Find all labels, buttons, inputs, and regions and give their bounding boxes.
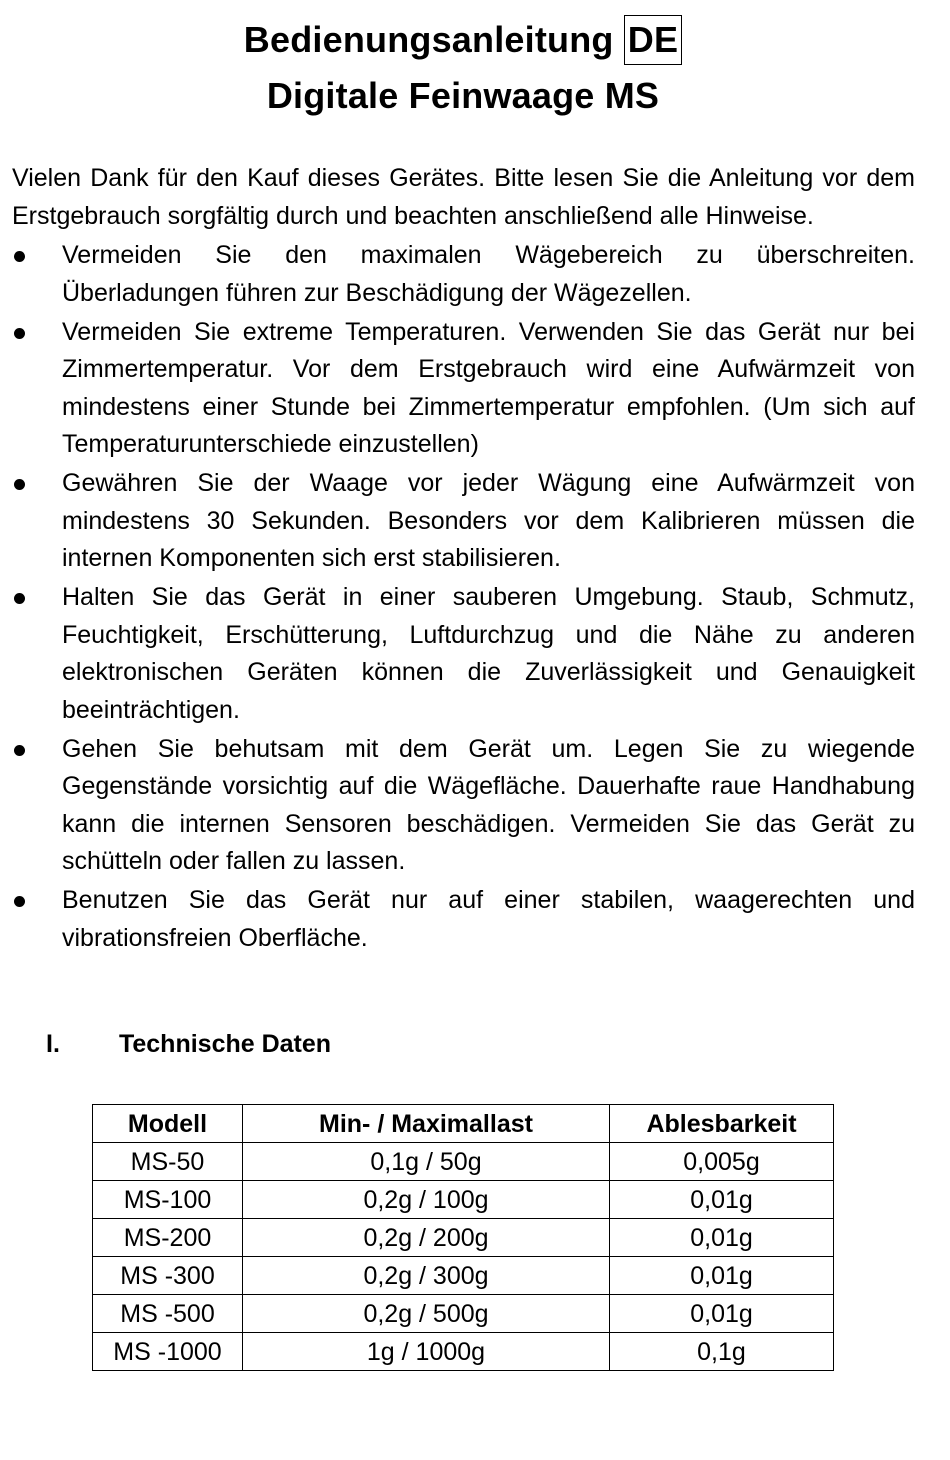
header-load: Min- / Maximallast: [243, 1105, 610, 1143]
list-item: Benutzen Sie das Gerät nur auf einer stabilen, waagerechten und vibrationsfreien Oberfläche.: [12, 882, 915, 957]
title-text: Bedienungsanleitung: [243, 19, 614, 60]
cell-load: 0,2g / 300g: [243, 1257, 610, 1295]
cell-readability: 0,01g: [610, 1295, 834, 1333]
title-line-1: [0, 12, 926, 68]
cell-load: 1g / 1000g: [243, 1333, 610, 1371]
table-row: [93, 1257, 834, 1295]
cell-model: MS -1000: [93, 1333, 243, 1371]
cell-load: 0,2g / 200g: [243, 1219, 610, 1257]
document-body: [12, 160, 915, 959]
section-title: Technische Daten: [118, 1030, 332, 1058]
cell-model: MS-100: [93, 1181, 243, 1219]
header-model: Modell: [93, 1105, 243, 1143]
list-item: Vermeiden Sie extreme Temperaturen. Verwenden Sie das Gerät nur bei Zimmertemperatur. Vor dem Erstgebrauch wird eine Aufwärmzeit von mindestens einer Stunde bei Zimmertemperatur empfohlen. (Um sich auf Temperaturunterschiede einzustellen): [12, 314, 915, 464]
language-badge: DE: [624, 15, 682, 65]
cell-model: MS -300: [93, 1257, 243, 1295]
document-title: [0, 12, 926, 124]
safety-notes-list: [12, 237, 915, 957]
bullet-icon: [14, 251, 25, 262]
section-number: I.: [46, 1030, 60, 1058]
bullet-icon: [14, 328, 25, 339]
table-header-row: [93, 1105, 834, 1143]
bullet-icon: [14, 479, 25, 490]
cell-load: 0,2g / 500g: [243, 1295, 610, 1333]
cell-load: 0,1g / 50g: [243, 1143, 610, 1181]
cell-readability: 0,1g: [610, 1333, 834, 1371]
list-item: Gewähren Sie der Waage vor jeder Wägung eine Aufwärmzeit von mindestens 30 Sekunden. Besonders vor dem Kalibrieren müssen die internen Komponenten sich erst stabilisieren.: [12, 465, 915, 578]
bullet-icon: [14, 593, 25, 604]
list-item: Vermeiden Sie den maximalen Wägebereich zu überschreiten. Überladungen führen zur Beschädigung der Wägezellen.: [12, 237, 915, 312]
bullet-icon: [14, 745, 25, 756]
table-row: [93, 1143, 834, 1181]
section-heading: [46, 1030, 331, 1059]
cell-model: MS -500: [93, 1295, 243, 1333]
bullet-icon: [14, 896, 25, 907]
cell-readability: 0,01g: [610, 1257, 834, 1295]
title-line-2: Digitale Feinwaage MS: [266, 75, 660, 116]
table-row: [93, 1333, 834, 1371]
table-row: [93, 1295, 834, 1333]
cell-readability: 0,01g: [610, 1219, 834, 1257]
table-row: [93, 1181, 834, 1219]
cell-readability: 0,01g: [610, 1181, 834, 1219]
list-item: Gehen Sie behutsam mit dem Gerät um. Legen Sie zu wiegende Gegenstände vorsichtig auf die Wägefläche. Dauerhafte raue Handhabung kann die internen Sensoren beschädigen. Vermeiden Sie das Gerät zu schütteln oder fallen zu lassen.: [12, 731, 915, 881]
list-item: Halten Sie das Gerät in einer sauberen Umgebung. Staub, Schmutz, Feuchtigkeit, Erschütterung, Luftdurchzug und die Nähe zu anderen elektronischen Geräten können die Zuverlässigkeit und Genauigkeit beeinträchtigen.: [12, 579, 915, 729]
cell-model: MS-50: [93, 1143, 243, 1181]
cell-readability: 0,005g: [610, 1143, 834, 1181]
technical-data-table: [92, 1104, 834, 1371]
header-readability: Ablesbarkeit: [610, 1105, 834, 1143]
cell-load: 0,2g / 100g: [243, 1181, 610, 1219]
table-row: [93, 1219, 834, 1257]
cell-model: MS-200: [93, 1219, 243, 1257]
intro-paragraph: Vielen Dank für den Kauf dieses Gerätes. Bitte lesen Sie die Anleitung vor dem Erstgebrauch sorgfältig durch und beachten anschließend alle Hinweise.: [12, 164, 915, 230]
